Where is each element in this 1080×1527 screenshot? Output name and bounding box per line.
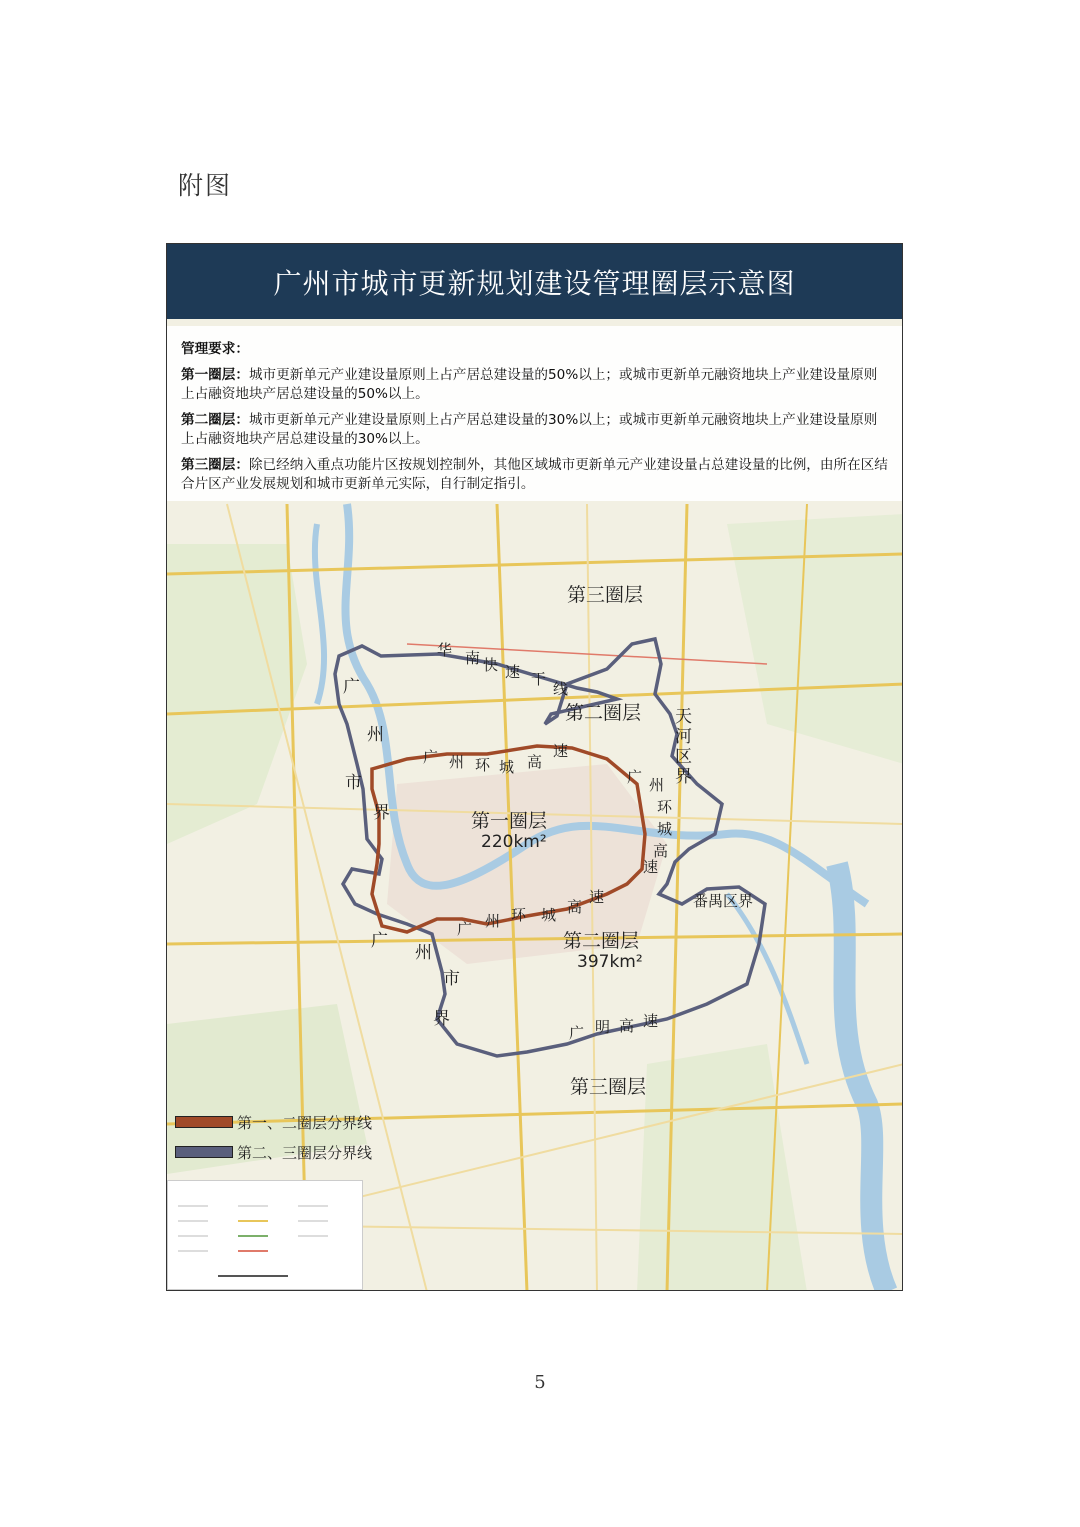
zone-label-third-north: 第三圈层	[567, 584, 644, 606]
legend-label-boundary-1-2: 第一、二圈层分界线	[237, 1114, 373, 1132]
zone-label-first: 第一圈层	[471, 810, 548, 832]
road-label-char: 广	[457, 920, 473, 938]
road-label-char: 速	[589, 888, 605, 906]
boundary-label-char: 广	[343, 677, 360, 697]
road-label-char: 城	[657, 820, 673, 838]
road-label-char: 州	[449, 753, 465, 771]
page-number: 5	[534, 1372, 546, 1393]
road-label-char: 高	[527, 753, 543, 771]
boundary-label-char: 市	[345, 773, 362, 793]
road-label-char: 城	[541, 906, 557, 924]
road-label-char: 速	[505, 663, 521, 681]
road-label-char: 速	[643, 858, 659, 876]
boundary-label-char: 界	[373, 803, 390, 823]
road-label-char: 高	[567, 898, 583, 916]
boundary-label-char: 河	[675, 727, 692, 747]
road-label-char: 速	[643, 1012, 659, 1030]
road-label-char: 高	[619, 1017, 635, 1035]
road-label-char: 州	[649, 776, 665, 794]
road-label-char: 南	[465, 649, 481, 667]
zone-area-first: 220km²	[481, 832, 547, 852]
requirement-label: 第二圈层：	[181, 412, 249, 428]
legend-swatch-boundary-2-3	[175, 1146, 233, 1158]
road-label-char: 广	[627, 768, 643, 786]
boundary-label-char: 市	[443, 969, 460, 989]
road-label-char: 环	[475, 756, 491, 774]
road-label-char: 广	[423, 748, 439, 766]
zone-label-second-north: 第二圈层	[565, 702, 642, 724]
road-label-char: 州	[485, 912, 501, 930]
road-label-char: 线	[553, 680, 569, 698]
road-label-char: 高	[653, 842, 669, 860]
road-label-char: 广	[569, 1024, 585, 1042]
zone-label-second-south: 第二圈层	[563, 930, 640, 952]
zone-label-third-south: 第三圈层	[570, 1076, 647, 1098]
map-frame	[166, 243, 903, 1291]
road-label-char: 城	[499, 758, 515, 776]
boundary-label-char: 界	[433, 1009, 450, 1029]
boundary-label-char: 州	[415, 943, 432, 963]
requirement-text: 城市更新单元产业建设量原则上占产居总建设量的50%以上；或城市更新单元融资地块上产业建设量原则上占融资地块产居总建设量的50%以上。	[181, 367, 878, 402]
boundary-label-char: 界	[675, 767, 692, 787]
requirement-first-ring	[181, 366, 890, 404]
zone-area-second: 397km²	[577, 952, 643, 972]
road-label-char: 环	[511, 906, 527, 924]
requirements-heading: 管理要求：	[181, 341, 249, 357]
legend-swatch-boundary-1-2	[175, 1116, 233, 1128]
boundary-label-char: 区	[675, 747, 692, 767]
requirement-third-ring	[181, 456, 890, 494]
legend-label-boundary-2-3: 第二、三圈层分界线	[237, 1144, 373, 1162]
requirements-box	[167, 326, 903, 501]
map-symbol-legend	[167, 1180, 363, 1290]
boundary-label-char: 天	[675, 707, 692, 727]
road-label-char: 快	[483, 656, 499, 674]
requirement-text: 除已经纳入重点功能片区按规划控制外，其他区域城市更新单元产业建设量占总建设量的比例，由所在区结合片区产业发展规划和城市更新单元实际，自行制定指引。	[181, 457, 888, 492]
requirement-label: 第三圈层：	[181, 457, 249, 473]
road-label-char: 明	[595, 1018, 611, 1036]
boundary-label-panyu: 番禺区界	[693, 892, 754, 910]
road-label-char: 干	[531, 670, 547, 688]
boundary-label-char: 广	[371, 931, 388, 951]
boundary-label-char: 州	[367, 725, 384, 745]
requirement-label: 第一圈层：	[181, 367, 249, 383]
requirement-text: 城市更新单元产业建设量原则上占产居总建设量的30%以上；或城市更新单元融资地块上产业建设量原则上占融资地块产居总建设量的30%以上。	[181, 412, 878, 447]
road-label-char: 速	[553, 742, 569, 760]
map-title: 广州市城市更新规划建设管理圈层示意图	[167, 244, 902, 319]
road-label-char: 华	[437, 641, 453, 659]
page-heading: 附图	[178, 171, 233, 200]
road-label-char: 环	[657, 798, 673, 816]
requirement-second-ring	[181, 411, 890, 449]
